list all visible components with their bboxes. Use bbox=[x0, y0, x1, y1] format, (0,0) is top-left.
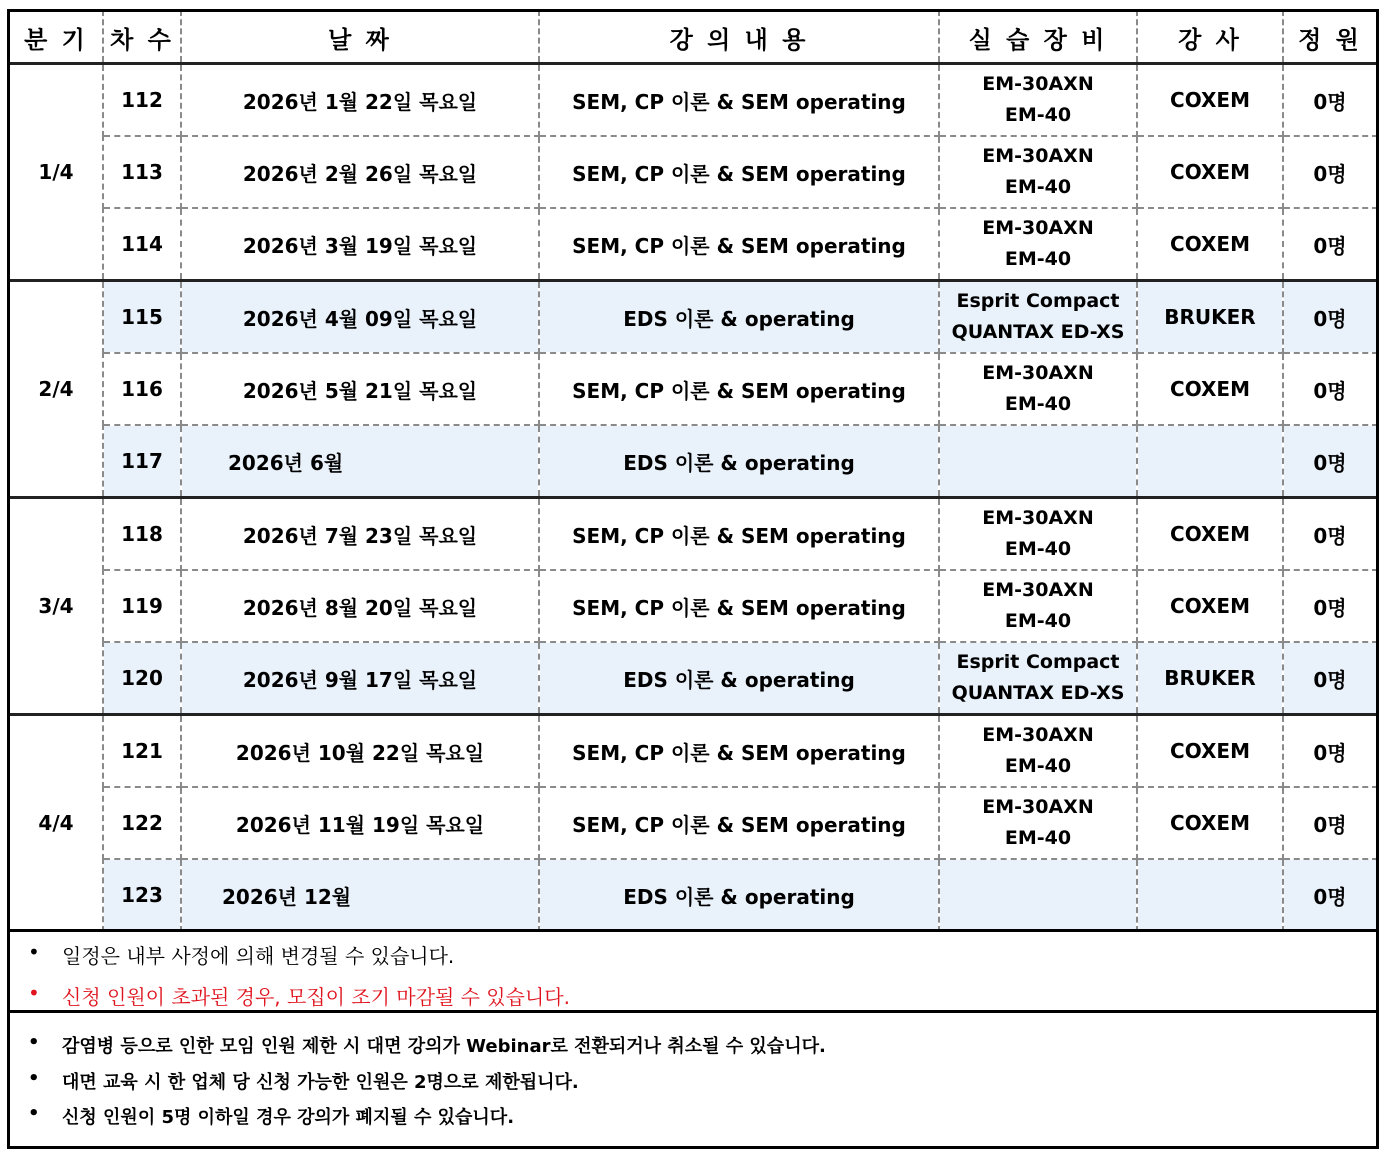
equipment-line: QUANTAX ED-XS bbox=[951, 682, 1125, 704]
equipment-cell bbox=[939, 570, 1137, 642]
session-cell: 117 bbox=[103, 425, 181, 498]
date-cell: 2026년 1월 22일 목요일 bbox=[181, 64, 539, 137]
instructor-cell: COXEM bbox=[1137, 208, 1283, 281]
instructor-cell: BRUKER bbox=[1137, 642, 1283, 715]
equipment-line: EM-30AXN bbox=[982, 362, 1094, 384]
date-cell: 2026년 6월 bbox=[181, 425, 539, 498]
date-cell: 2026년 12월 bbox=[181, 859, 539, 931]
equipment-cell bbox=[939, 281, 1137, 354]
equipment-line: EM-40 bbox=[1004, 104, 1072, 126]
session-cell: 115 bbox=[103, 281, 181, 354]
session-cell: 119 bbox=[103, 570, 181, 642]
notes-secondary bbox=[8, 1013, 1376, 1143]
header-instructor: 강 사 bbox=[1137, 11, 1283, 64]
equipment-line: EM-40 bbox=[1004, 755, 1072, 777]
capacity-cell: 0명 bbox=[1283, 64, 1377, 137]
date-cell: 2026년 5월 21일 목요일 bbox=[181, 353, 539, 425]
capacity-cell: 0명 bbox=[1283, 570, 1377, 642]
equipment-line: EM-40 bbox=[1004, 248, 1072, 270]
session-cell: 123 bbox=[103, 859, 181, 931]
note-text-warning: 신청 인원이 초과된 경우, 모집이 조기 마감될 수 있습니다. bbox=[62, 985, 570, 1009]
table-row bbox=[9, 281, 1377, 354]
instructor-cell bbox=[1137, 859, 1283, 931]
equipment-cell bbox=[939, 859, 1137, 931]
instructor-cell: COXEM bbox=[1137, 64, 1283, 137]
capacity-cell: 0명 bbox=[1283, 859, 1377, 931]
equipment-line: EM-40 bbox=[1004, 827, 1072, 849]
table-row bbox=[9, 859, 1377, 931]
instructor-cell: COXEM bbox=[1137, 715, 1283, 788]
note-text: 신청 인원이 5명 이하일 경우 강의가 폐지될 수 있습니다. bbox=[62, 1107, 515, 1128]
instructor-cell: COXEM bbox=[1137, 498, 1283, 571]
equipment-cell bbox=[939, 353, 1137, 425]
capacity-cell: 0명 bbox=[1283, 715, 1377, 788]
instructor-cell: COXEM bbox=[1137, 570, 1283, 642]
equipment-line: EM-30AXN bbox=[982, 724, 1094, 746]
quarter-cell: 3/4 bbox=[9, 498, 103, 715]
equipment-line: EM-30AXN bbox=[982, 217, 1094, 239]
equipment-cell bbox=[939, 64, 1137, 137]
bullet-icon: • bbox=[28, 1068, 40, 1089]
table-row bbox=[9, 715, 1377, 788]
instructor-cell: COXEM bbox=[1137, 787, 1283, 859]
session-cell: 121 bbox=[103, 715, 181, 788]
table-row bbox=[9, 425, 1377, 498]
equipment-cell bbox=[939, 208, 1137, 281]
session-cell: 118 bbox=[103, 498, 181, 571]
instructor-cell: COXEM bbox=[1137, 353, 1283, 425]
notes-primary bbox=[8, 929, 1376, 1013]
capacity-cell: 0명 bbox=[1283, 208, 1377, 281]
note-text: 일정은 내부 사정에 의해 변경될 수 있습니다. bbox=[62, 944, 455, 968]
content-cell: SEM, CP 이론 & SEM operating bbox=[539, 570, 939, 642]
schedule-table bbox=[8, 10, 1378, 932]
equipment-cell bbox=[939, 642, 1137, 715]
note-text: 감염병 등으로 인한 모임 인원 제한 시 대면 강의가 Webinar로 전환되거나 취소될 수 있습니다. bbox=[62, 1036, 826, 1057]
table-row bbox=[9, 570, 1377, 642]
content-cell: EDS 이론 & operating bbox=[539, 642, 939, 715]
table-row bbox=[9, 136, 1377, 208]
bullet-icon: • bbox=[28, 1032, 40, 1053]
date-cell: 2026년 2월 26일 목요일 bbox=[181, 136, 539, 208]
equipment-line: EM-30AXN bbox=[982, 796, 1094, 818]
date-cell: 2026년 4월 09일 목요일 bbox=[181, 281, 539, 354]
equipment-line: EM-30AXN bbox=[982, 507, 1094, 529]
equipment-cell bbox=[939, 136, 1137, 208]
instructor-cell bbox=[1137, 425, 1283, 498]
capacity-cell: 0명 bbox=[1283, 425, 1377, 498]
table-row bbox=[9, 208, 1377, 281]
content-cell: SEM, CP 이론 & SEM operating bbox=[539, 498, 939, 571]
capacity-cell: 0명 bbox=[1283, 353, 1377, 425]
date-cell: 2026년 11월 19일 목요일 bbox=[181, 787, 539, 859]
header-equipment: 실 습 장 비 bbox=[939, 11, 1137, 64]
equipment-line: QUANTAX ED-XS bbox=[951, 321, 1125, 343]
quarter-cell: 2/4 bbox=[9, 281, 103, 498]
content-cell: SEM, CP 이론 & SEM operating bbox=[539, 64, 939, 137]
table-row bbox=[9, 642, 1377, 715]
capacity-cell: 0명 bbox=[1283, 498, 1377, 571]
table-row bbox=[9, 353, 1377, 425]
header-session: 차 수 bbox=[103, 11, 181, 64]
content-cell: SEM, CP 이론 & SEM operating bbox=[539, 715, 939, 788]
equipment-cell bbox=[939, 715, 1137, 788]
date-cell: 2026년 10월 22일 목요일 bbox=[181, 715, 539, 788]
equipment-line: EM-40 bbox=[1004, 610, 1072, 632]
table-row bbox=[9, 498, 1377, 571]
content-cell: EDS 이론 & operating bbox=[539, 859, 939, 931]
table-row bbox=[9, 787, 1377, 859]
quarter-cell: 4/4 bbox=[9, 715, 103, 932]
header-date: 날 짜 bbox=[181, 11, 539, 64]
date-cell: 2026년 9월 17일 목요일 bbox=[181, 642, 539, 715]
bullet-icon: • bbox=[28, 940, 40, 964]
header-quarter: 분 기 bbox=[9, 11, 103, 64]
header-capacity: 정 원 bbox=[1283, 11, 1377, 64]
content-cell: EDS 이론 & operating bbox=[539, 281, 939, 354]
equipment-cell bbox=[939, 425, 1137, 498]
session-cell: 116 bbox=[103, 353, 181, 425]
date-cell: 2026년 3월 19일 목요일 bbox=[181, 208, 539, 281]
content-cell: SEM, CP 이론 & SEM operating bbox=[539, 787, 939, 859]
header-row bbox=[9, 11, 1377, 64]
equipment-line: EM-30AXN bbox=[982, 579, 1094, 601]
equipment-line: EM-40 bbox=[1004, 538, 1072, 560]
date-cell: 2026년 7월 23일 목요일 bbox=[181, 498, 539, 571]
equipment-cell bbox=[939, 787, 1137, 859]
session-cell: 122 bbox=[103, 787, 181, 859]
content-cell: SEM, CP 이론 & SEM operating bbox=[539, 208, 939, 281]
session-cell: 112 bbox=[103, 64, 181, 137]
content-cell: EDS 이론 & operating bbox=[539, 425, 939, 498]
instructor-cell: BRUKER bbox=[1137, 281, 1283, 354]
equipment-line: Esprit Compact bbox=[956, 651, 1120, 673]
bullet-icon: • bbox=[28, 1103, 40, 1124]
instructor-cell: COXEM bbox=[1137, 136, 1283, 208]
content-cell: SEM, CP 이론 & SEM operating bbox=[539, 353, 939, 425]
date-cell: 2026년 8월 20일 목요일 bbox=[181, 570, 539, 642]
capacity-cell: 0명 bbox=[1283, 642, 1377, 715]
session-cell: 113 bbox=[103, 136, 181, 208]
bullet-icon: • bbox=[28, 981, 40, 1005]
equipment-line: Esprit Compact bbox=[956, 290, 1120, 312]
equipment-line: EM-40 bbox=[1004, 393, 1072, 415]
equipment-line: EM-30AXN bbox=[982, 145, 1094, 167]
equipment-line: EM-30AXN bbox=[982, 73, 1094, 95]
note-text: 대면 교육 시 한 업체 당 신청 가능한 인원은 2명으로 제한됩니다. bbox=[62, 1072, 579, 1093]
capacity-cell: 0명 bbox=[1283, 787, 1377, 859]
equipment-line: EM-40 bbox=[1004, 176, 1072, 198]
content-cell: SEM, CP 이론 & SEM operating bbox=[539, 136, 939, 208]
capacity-cell: 0명 bbox=[1283, 281, 1377, 354]
session-cell: 114 bbox=[103, 208, 181, 281]
capacity-cell: 0명 bbox=[1283, 136, 1377, 208]
table-row bbox=[9, 64, 1377, 137]
session-cell: 120 bbox=[103, 642, 181, 715]
quarter-cell: 1/4 bbox=[9, 64, 103, 281]
header-content: 강 의 내 용 bbox=[539, 11, 939, 64]
equipment-cell bbox=[939, 498, 1137, 571]
